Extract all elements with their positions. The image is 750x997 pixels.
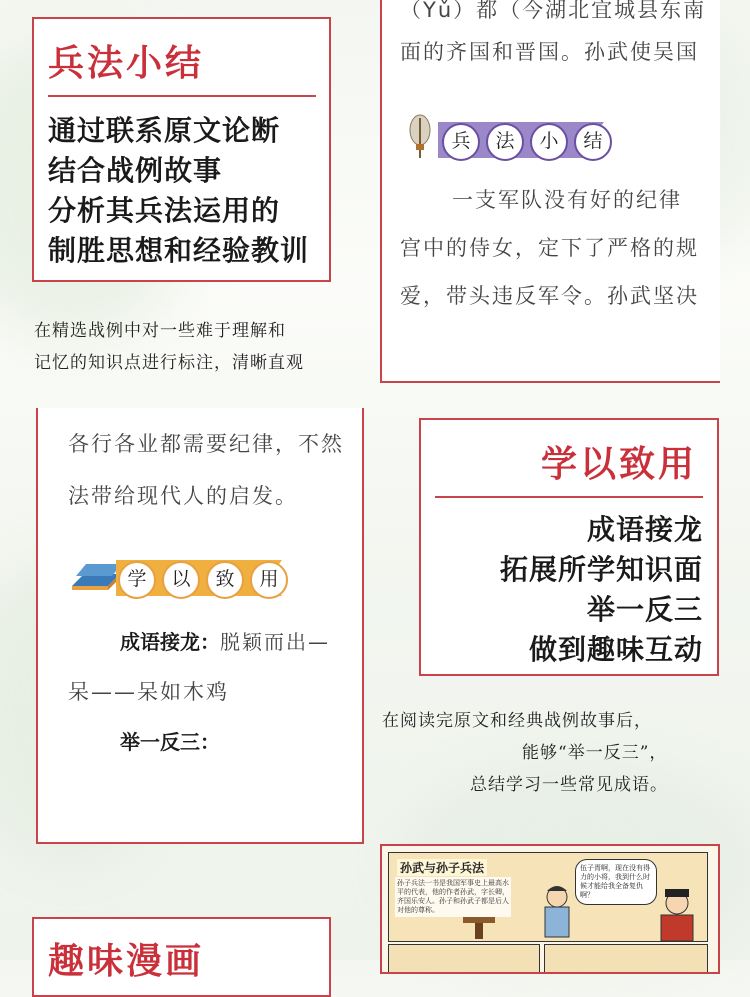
banner-char: 致: [206, 561, 244, 599]
excerpt-line: 各行各业都需要纪律，不然: [68, 432, 344, 456]
comic-figure-icon: [535, 883, 579, 939]
summary-card: [32, 17, 331, 282]
excerpt-top: [380, 0, 720, 383]
excerpt-line: 爱，带头违反军令。孙武坚决: [400, 284, 699, 308]
banner-chars: [118, 561, 294, 599]
apply-heading: 学以致用: [540, 443, 697, 485]
comic-narration: 孙子兵法一书是我国军事史上最高水平的代表，他的作者孙武，字长卿，齐国乐安人。孙子和孙武子都是后人对他的尊称。: [395, 877, 511, 917]
caption-line: 记忆的知识点进行标注，清晰直观: [34, 353, 304, 373]
apply-line: 举一反三: [586, 593, 703, 626]
summary-line: 分析其兵法运用的: [48, 194, 281, 227]
summary-line: 制胜思想和经验教训: [48, 234, 310, 267]
banner-char: 法: [486, 123, 524, 161]
idiom-label: 成语接龙：: [120, 630, 220, 654]
banner-char: 以: [162, 561, 200, 599]
idiom-text: 脱颖而出—: [220, 630, 330, 654]
summary-divider: [48, 95, 316, 97]
apply-divider: [435, 496, 703, 498]
comic-prop-icon: [459, 909, 499, 939]
comic-page: [380, 844, 720, 974]
book-icon: [68, 556, 124, 592]
excerpt-line: 法带给现代人的启发。: [68, 484, 298, 508]
banner-char: 用: [250, 561, 288, 599]
excerpt-line: 宫中的侍女，定下了严格的规: [400, 236, 699, 260]
comic-bubble: 伍子胥啊，现在没有得力的小将，我到什么时候才能给我全备复仇啊？: [575, 859, 657, 905]
banner-char: 学: [118, 561, 156, 599]
excerpt-line: 面的齐国和晋国。孙武使吴国: [400, 40, 699, 64]
excerpt-line: （Yǔ）都（今湖北宜城县东南: [400, 0, 707, 22]
comic-panel: [388, 944, 540, 974]
excerpt-line: 一支军队没有好的纪律: [452, 188, 682, 212]
fun-card: [32, 917, 331, 997]
comic-figure-icon: [651, 887, 703, 941]
caption-line: 能够“举一反三”，: [522, 743, 668, 763]
banner-char: 兵: [442, 123, 480, 161]
apply-card: [419, 418, 719, 676]
caption-line: 在阅读完原文和经典战例故事后，: [382, 711, 652, 731]
apply-line: 做到趣味互动: [528, 633, 703, 666]
banner-char: 小: [530, 123, 568, 161]
apply-line: 拓展所学知识面: [499, 553, 703, 586]
idiom-item: [120, 626, 330, 655]
excerpt-mid: [36, 408, 364, 844]
banner-chars: [442, 123, 618, 161]
feather-icon: [402, 114, 442, 160]
comic-panel: [544, 944, 708, 974]
fun-heading: 趣味漫画: [48, 940, 205, 982]
idiom-label: 举一反三：: [120, 730, 220, 754]
idiom-continuation: 呆——呆如木鸡: [68, 680, 229, 704]
summary-line: 通过联系原文论断: [48, 114, 281, 147]
comic-panel: [388, 852, 708, 942]
caption-line: 总结学习一些常见成语。: [470, 775, 668, 795]
banner-char: 结: [574, 123, 612, 161]
apply-line: 成语接龙: [586, 513, 703, 546]
caption-line: 在精选战例中对一些难于理解和: [34, 321, 286, 341]
comic-title: 孙武与孙子兵法: [397, 859, 487, 876]
summary-heading: 兵法小结: [48, 42, 205, 84]
summary-line: 结合战例故事: [48, 154, 223, 187]
